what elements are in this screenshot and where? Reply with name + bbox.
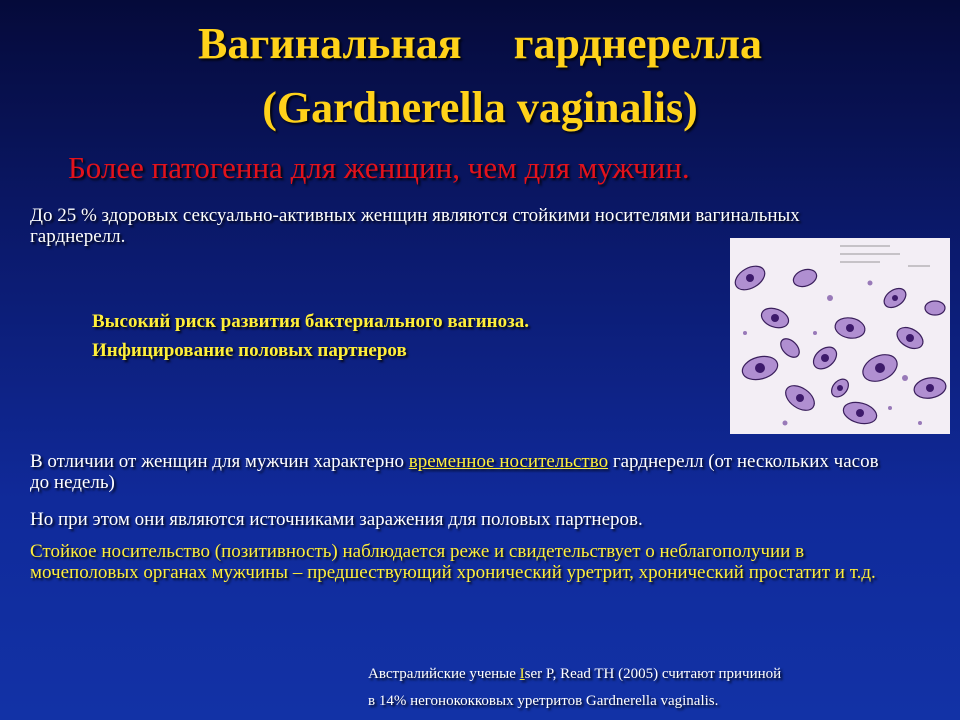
risk-line-1: Высокий риск развития бактериального вагиноза. — [92, 311, 530, 332]
title-line-2: (Gardnerella vaginalis) — [262, 83, 698, 132]
temporary-carriage-link[interactable]: временное носительство — [408, 451, 609, 472]
risk-line-2: Инфицирование половых партнеров — [92, 340, 407, 361]
paragraph-infection-source: Но при этом они являются источниками заражения для половых партнеров. — [30, 509, 643, 530]
footnote-line-1 — [368, 665, 948, 683]
paragraph-carriers: До 25 % здоровых сексуально-активных женщин являются стойкими носителями вагинальных гарднерелл. — [30, 205, 800, 247]
paragraph-men-text-2: гарднерелл (от нескольких часов до недель) — [30, 451, 879, 493]
footnote-text-1: Австралийские ученые — [368, 666, 520, 682]
title-word-1: Вагинальная — [198, 19, 462, 68]
title-line-1 — [0, 19, 960, 68]
microscopy-drawing — [730, 238, 950, 434]
footnote-text-2: ser P, Read TH (2005) считают причиной — [524, 666, 782, 682]
paragraph-persistent-carriage: Стойкое носительство (позитивность) наблюдается реже и свидетельствует о неблагополучии в мочеполовых органах мужчины – предшествующий хронический уретрит, хронический простатит и т.д. — [30, 541, 876, 583]
footnote-line-2: в 14% негонококковых уретритов Gardnerella vaginalis. — [368, 693, 719, 709]
title-word-2: гарднерелла — [513, 19, 762, 68]
paragraph-men-text-1: В отличии от женщин для мужчин характерно — [30, 451, 409, 472]
microscopy-image — [730, 238, 950, 434]
footnote-link[interactable]: I — [519, 666, 525, 682]
subtitle: Более патогенна для женщин, чем для мужчин. — [68, 150, 690, 185]
paragraph-men-carriage — [30, 451, 900, 493]
